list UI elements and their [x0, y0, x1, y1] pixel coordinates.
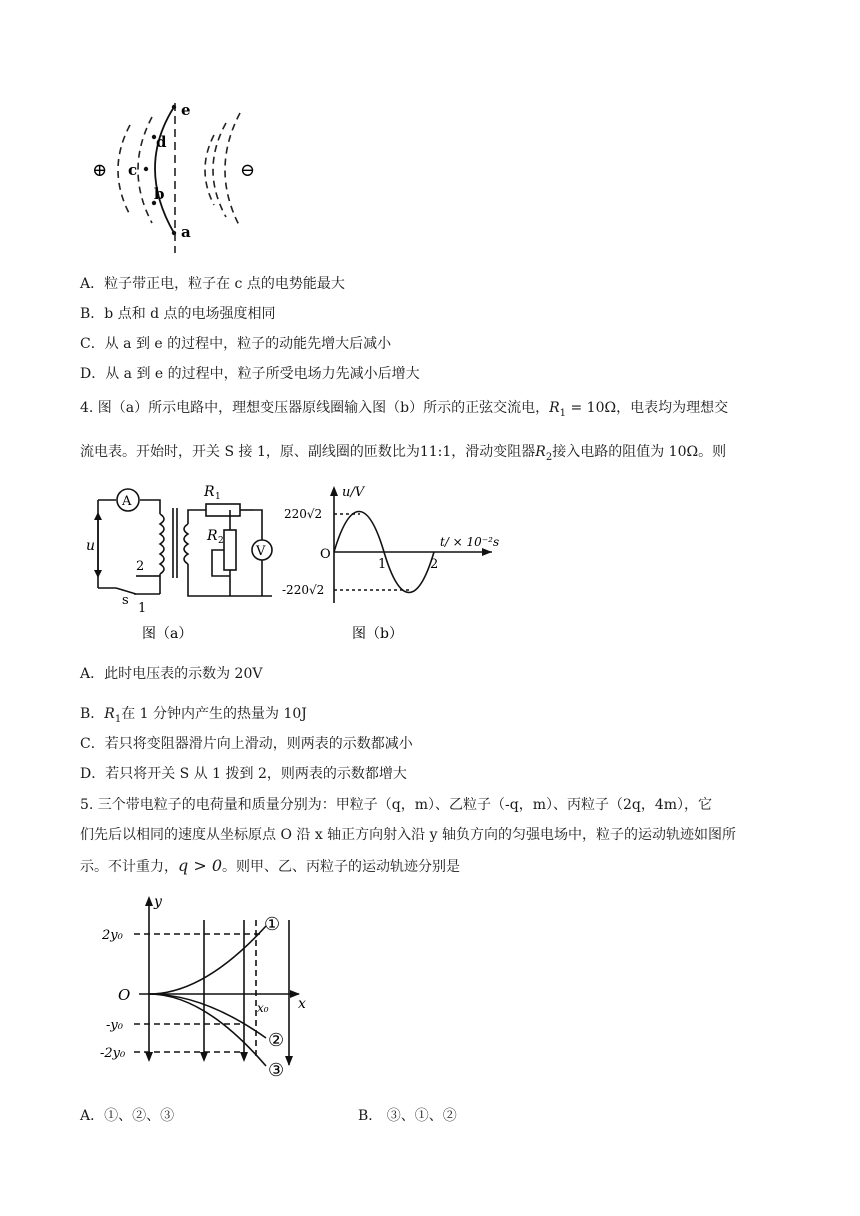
x-axis-label: x	[298, 996, 306, 1012]
origin-label: O	[320, 547, 331, 562]
q5-text-3a: 示。不计重力，	[80, 859, 178, 875]
q4-option-b-r1: R	[104, 706, 115, 722]
figure-a-caption: 图（a）	[142, 626, 193, 642]
positive-charge: ⊕	[92, 160, 108, 181]
y2-label: 2y₀	[102, 928, 123, 943]
trajectory-figure	[94, 890, 314, 1090]
q4-r1: R	[549, 400, 560, 416]
trajectory-3-label: ③	[268, 1060, 285, 1081]
tick-1-label: 1	[378, 557, 387, 572]
ym1-label: -y₀	[106, 1018, 123, 1033]
point-a-label: a	[181, 223, 191, 241]
negative-charge: ⊖	[240, 160, 256, 181]
q4-text-2: ，电表均为理想交	[616, 400, 729, 416]
point-d-label: d	[156, 133, 167, 151]
q5-text-3b: 。则甲、乙、丙粒子的运动轨迹分别是	[222, 859, 460, 875]
figure-b-caption: 图（b）	[352, 626, 403, 642]
voltmeter-label: V	[256, 544, 266, 559]
q4-option-b-text: 在 1 分钟内产生的热量为 10J	[121, 706, 307, 722]
q3-option-c: C．从 a 到 e 的过程中，粒子的动能先增大后减小	[80, 336, 392, 352]
q4-r1-sub: 1	[559, 408, 567, 419]
r1-label: R	[204, 484, 215, 500]
point-b-label: b	[154, 185, 165, 203]
trough-label: -220√2	[282, 583, 325, 597]
q4-text-3: 流电表。开始时，开关 S 接 1，原、副线圈的匝数比为11:1，滑动变阻器	[80, 444, 536, 460]
q4-r1-value: = 10Ω	[566, 400, 617, 416]
peak-label: 220√2	[284, 507, 323, 521]
tick-2-label: 2	[430, 557, 439, 572]
q5-option-a: A．①、②、③	[80, 1108, 175, 1124]
q3-option-a: A．粒子带正电，粒子在 c 点的电势能最大	[80, 276, 345, 292]
q5-option-b: B． ③、①、②	[358, 1108, 457, 1124]
q4-option-c: C．若只将变阻器滑片向上滑动，则两表的示数都减小	[80, 736, 413, 752]
field-figure	[88, 95, 278, 260]
q4-stem-line2	[80, 442, 726, 464]
q3-option-b: B．b 点和 d 点的电场强度相同	[80, 306, 276, 322]
u-axis-label: u/V	[342, 485, 365, 500]
q5-stem-line3	[80, 856, 460, 877]
q4-text-1: 4. 图（a）所示电路中，理想变压器原线圈输入图（b）所示的正弦交流电，	[80, 400, 550, 416]
q5-stem-line2: 们先后以相同的速度从坐标原点 O 沿 x 轴正方向射入沿 y 轴负方向的匀强电场中，粒子的运动轨迹如图所	[80, 827, 736, 843]
q3-option-d: D．从 a 到 e 的过程中，粒子所受电场力先减小后增大	[80, 366, 420, 382]
trajectory-2-label: ②	[268, 1030, 285, 1051]
x0-label: x₀	[257, 1001, 269, 1015]
q5-condition: q > 0	[178, 856, 222, 875]
q4-option-b-r1-sub: 1	[114, 714, 122, 725]
terminal-1-label: 1	[138, 601, 147, 616]
q4-r2: R	[535, 444, 546, 460]
q4-option-b-prefix: B．	[80, 706, 105, 722]
point-e-label: e	[181, 101, 191, 119]
q4-option-d: D．若只将开关 S 从 1 拨到 2，则两表的示数都增大	[80, 766, 407, 782]
q4-option-a: A．此时电压表的示数为 20V	[80, 666, 263, 682]
origin-label: O	[118, 986, 131, 1004]
q5-stem-line1: 5. 三个带电粒子的电荷量和质量分别为：甲粒子（q，m）、乙粒子（-q，m）、丙粒子（2q，4m），它	[80, 797, 713, 813]
r1-sub-label: 1	[215, 492, 221, 502]
trajectory-1-label: ①	[264, 914, 281, 935]
switch-label: s	[122, 593, 129, 608]
q4-r2-sub: 2	[545, 452, 553, 463]
circuit-figure	[84, 478, 274, 648]
q4-stem-line1	[80, 398, 728, 420]
r2-sub-label: 2	[218, 536, 224, 546]
q4-option-b	[80, 704, 307, 726]
terminal-2-label: 2	[136, 559, 145, 574]
q4-text-4: 接入电路的阻值为 10Ω。则	[552, 444, 727, 460]
ammeter-label: A	[122, 494, 132, 509]
sine-figure	[282, 478, 512, 648]
t-axis-label: t/ × 10⁻²s	[440, 535, 500, 549]
ym2-label: -2y₀	[100, 1046, 126, 1061]
point-c-label: c	[128, 161, 138, 179]
r2-label: R	[207, 528, 218, 544]
u-label: u	[86, 538, 96, 554]
y-axis-label: y	[154, 894, 162, 910]
